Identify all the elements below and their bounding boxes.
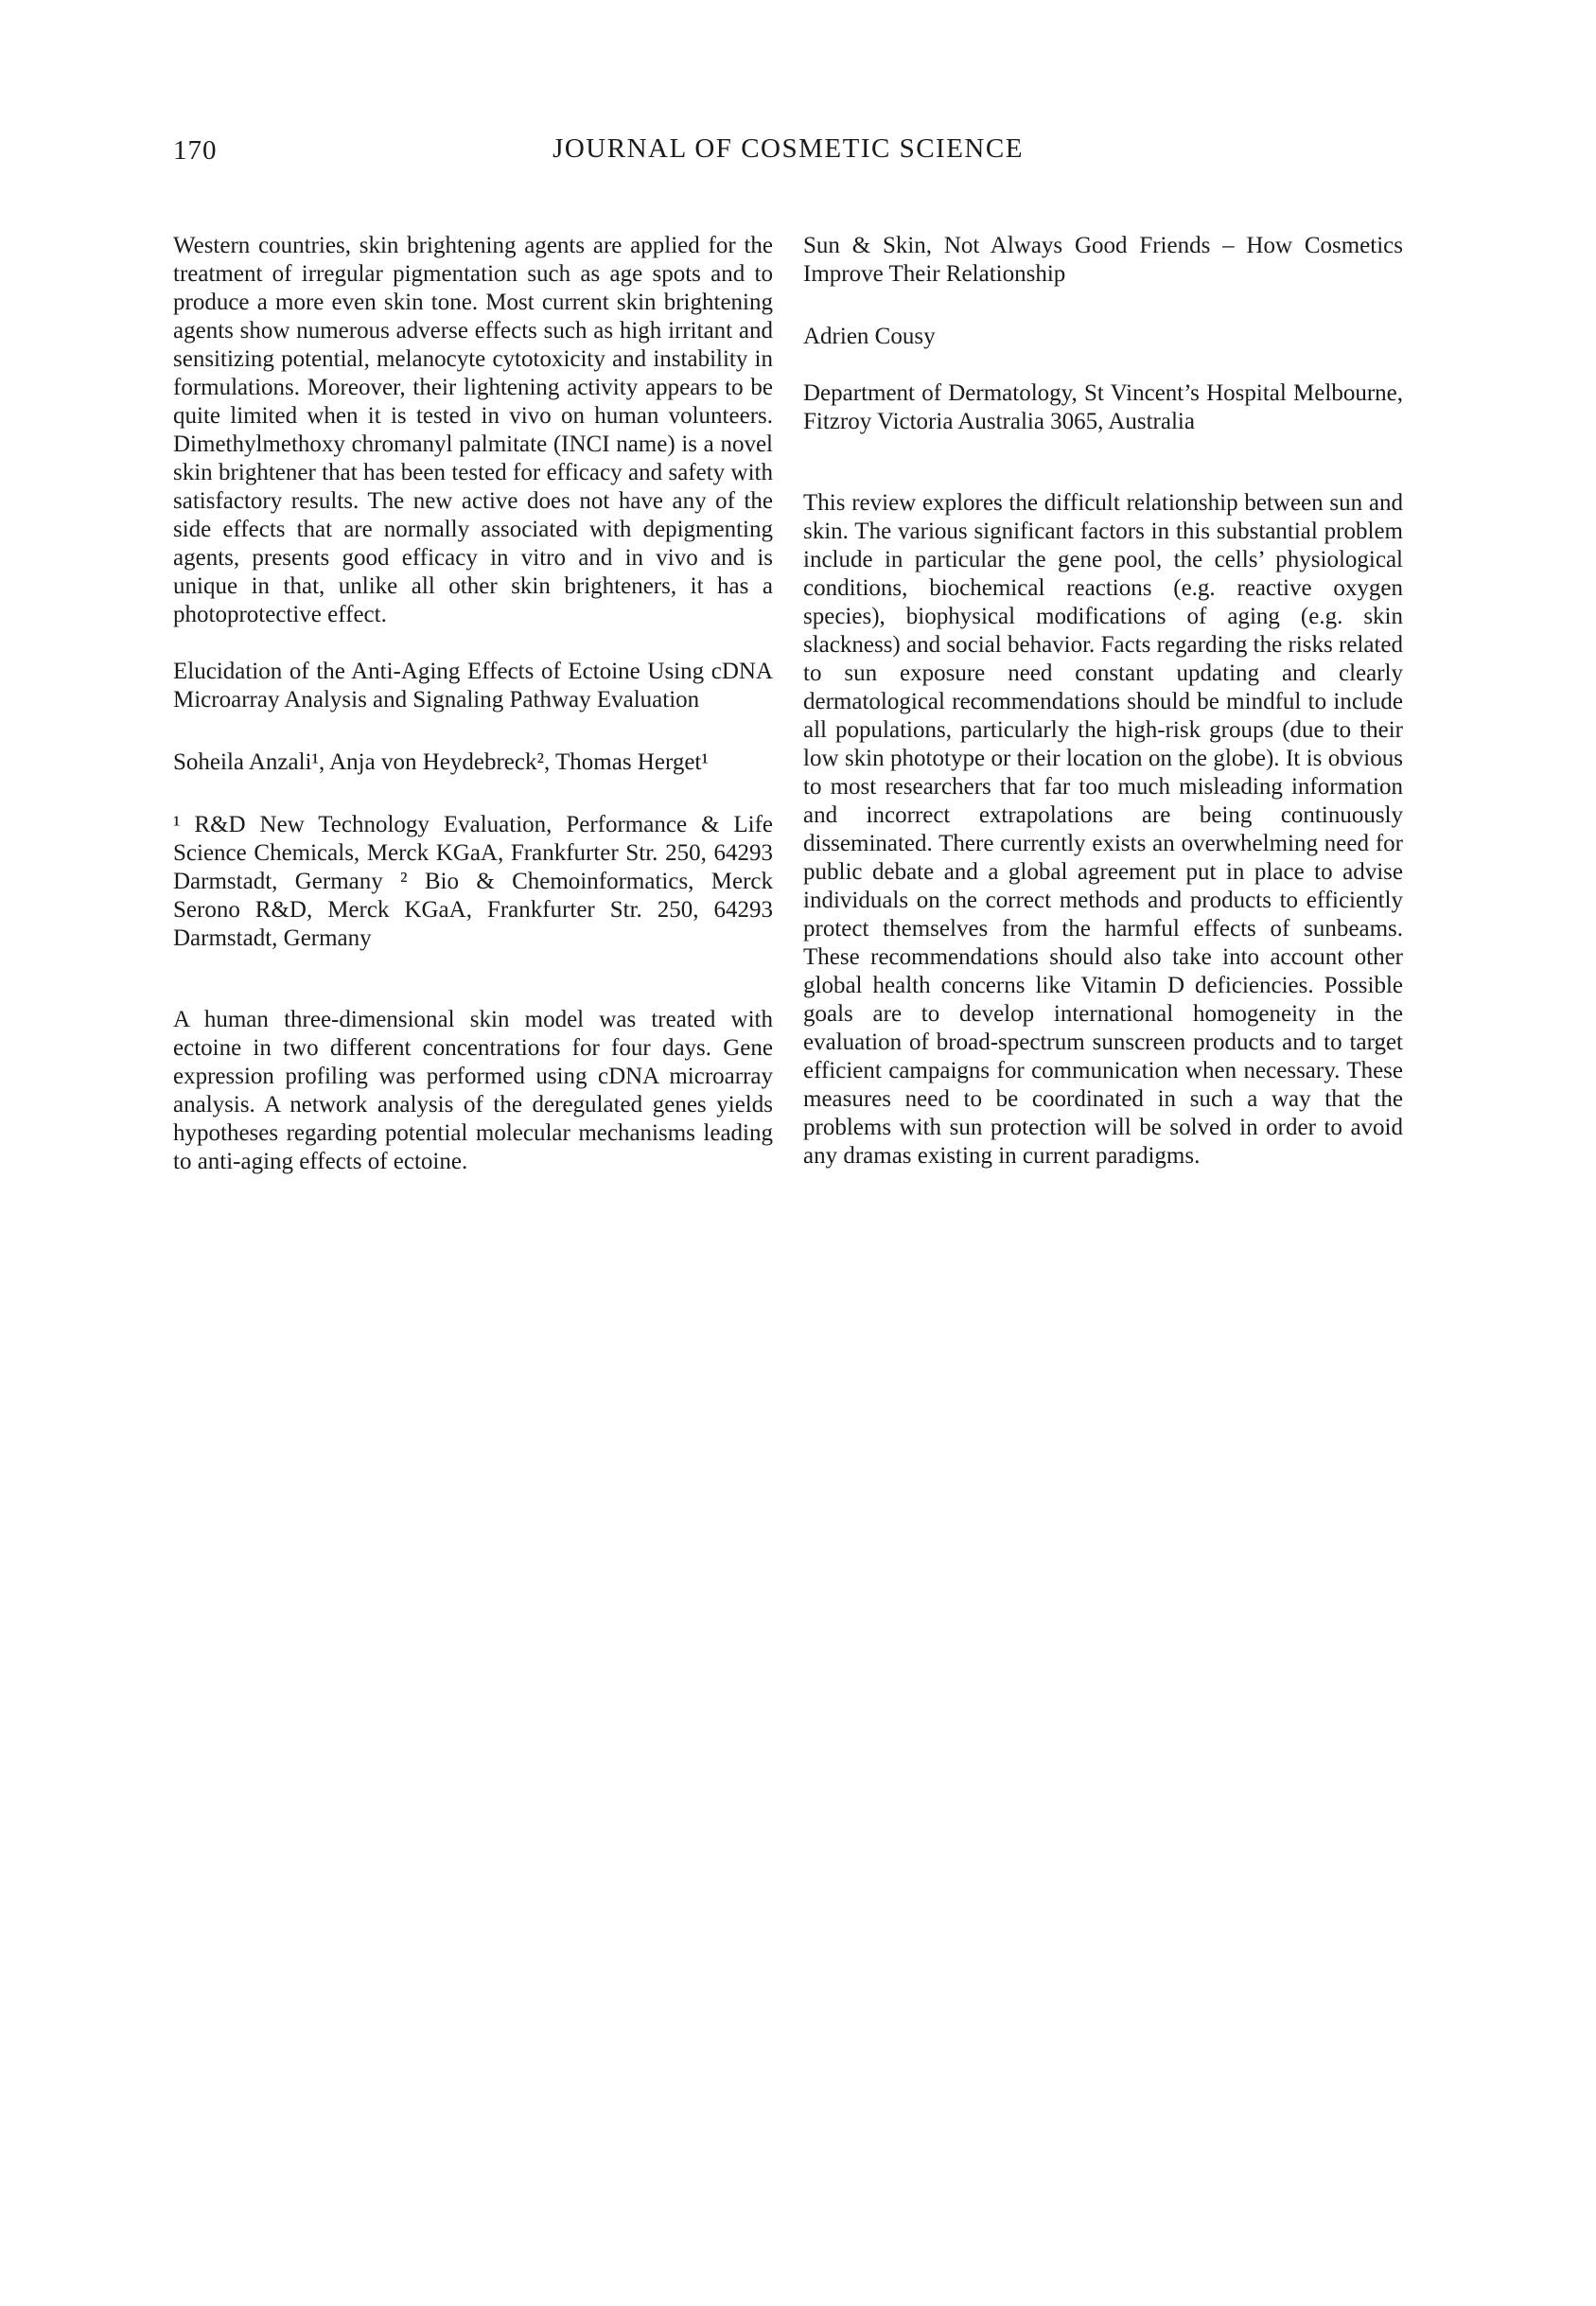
sun-skin-abstract-text: This review explores the difficult relationship between sun and skin. The various significant factors in this substantial problem include in particular the gene pool, the cells’ physiological conditions, biochemical reactions (e.g. reactive oxygen species), biophysical modifications of aging (e.g. skin slackness) and social behavior. Facts regarding the risks related to sun exposure need constant updating and clearly dermatological recommendations should be mindful to include all populations, particularly the high-risk groups (due to their low skin phototype or their location on the globe). It is obvious to most researchers that far too much misleading information and incorrect extrapolations are being continuously disseminated. There currently exists an overwhelming need for public debate and a global agreement put in place to advise individuals on the correct methods and products to efficiently protect themselves from the harmful effects of sunbeams. These recommendations should also take into account other global health concerns like Vitamin D deficiencies. Possible goals are to develop international homogeneity in the evaluation of broad-spectrum sunscreen products and to target efficient campaigns for communication when necessary. These measures need to be coordinated in such a way that the problems with sun protection will be solved in order to avoid any dramas existing in current paradigms. (803, 490, 1403, 1169)
page-number: 170 (173, 135, 218, 166)
ectoine-authors-line: Soheila Anzali¹, Anja von Heydebreck², Thomas Herget¹ (173, 749, 709, 775)
two-column-body (173, 232, 1403, 1176)
ectoine-abstract-title: Elucidation of the Anti-Aging Effects of Ectoine Using cDNA Microarray Analysis and Signaling Pathway Evaluation (173, 659, 773, 713)
right-column (803, 232, 1403, 1176)
continued-abstract-text: Western countries, skin brightening agents are applied for the treatment of irregular pigmentation such as age spots and to produce a more even skin tone. Most current skin brightening agents show numerous adverse effects such as high irritant and sensitizing potential, melanocyte cytotoxicity and instability in formulations. Moreover, their lightening activity appears to be quite limited when it is tested in vivo on human volunteers. Dimethylmethoxy chromanyl palmitate (INCI name) is a novel skin brightener that has been tested for efficacy and safety with satisfactory results. The new active does not have any of the side effects that are normally associated with depigmenting agents, presents good efficacy in vitro and in vivo and is unique in that, unlike all other skin brighteners, it has a photoprotective effect. (173, 233, 773, 627)
sun-skin-author-line: Adrien Cousy (803, 324, 936, 349)
left-column (173, 232, 773, 1176)
ectoine-abstract-text: A human three-dimensional skin model was treated with ectoine in two different concentrations for four days. Gene expression profiling was performed using cDNA microarray analysis. A network analysis of the deregulated genes yields hypotheses regarding potential molecular mechanisms leading to anti-aging effects of ectoine. (173, 1007, 773, 1174)
page-header (173, 133, 1403, 175)
ectoine-affiliations: ¹ R&D New Technology Evaluation, Performance & Life Science Chemicals, Merck KGaA, Frankfurter Str. 250, 64293 Darmstadt, Germany ² Bio & Chemoinformatics, Merck Serono R&D, Merck KGaA, Frankfurter Str. 250, 64293 Darmstadt, Germany (173, 812, 773, 951)
journal-title: JOURNAL OF COSMETIC SCIENCE (552, 133, 1024, 164)
sun-skin-abstract-title: Sun & Skin, Not Always Good Friends – How Cosmetics Improve Their Relationship (803, 233, 1403, 287)
sun-skin-affiliation: Department of Dermatology, St Vincent’s Hospital Melbourne, Fitzroy Victoria Australia 3065, Australia (803, 380, 1403, 434)
